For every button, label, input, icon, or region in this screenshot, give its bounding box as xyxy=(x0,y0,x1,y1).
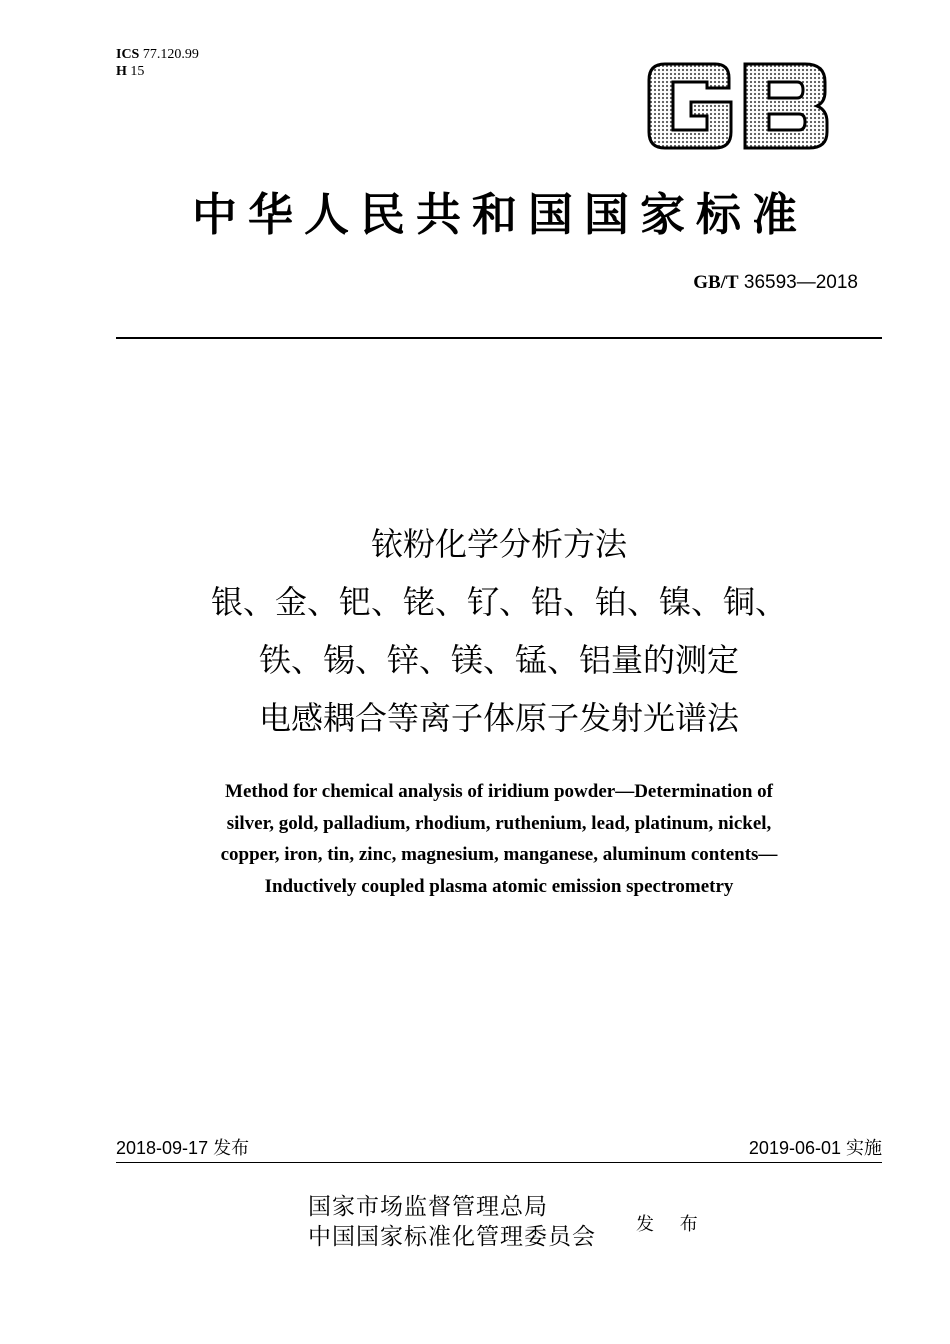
english-title-line: copper, iron, tin, zinc, magnesium, manganese, aluminum contents— xyxy=(220,844,778,865)
implementation-date: 2019-06-01 实施 xyxy=(748,1138,882,1158)
chinese-title-line: 电感耦合等离子体原子发射光谱法 xyxy=(258,699,739,737)
header-divider xyxy=(116,337,882,339)
issuing-authorities xyxy=(308,1192,596,1252)
english-title-line: Inductively coupled plasma atomic emission spectrometry xyxy=(264,875,734,897)
classification-codes xyxy=(116,46,199,80)
svg-text:GB: GB xyxy=(645,60,647,61)
issue-date: 2018-09-17 发布 xyxy=(116,1138,250,1158)
chinese-title xyxy=(116,515,882,747)
gb-logo xyxy=(645,60,831,152)
standard-type-heading: 中华人民共和国国家标准 xyxy=(191,188,808,241)
chinese-title-line: 银、金、钯、铑、钌、铅、铂、镍、铜、 xyxy=(210,583,787,621)
english-title-line: Method for chemical analysis of iridium powder—Determination of xyxy=(225,781,773,802)
footer-divider xyxy=(116,1162,882,1163)
issuer-name: 中国国家标准化管理委员会 xyxy=(308,1224,596,1250)
ccs-line: H 15 xyxy=(116,64,145,79)
standard-number: GB/T 36593—2018 xyxy=(693,272,858,293)
english-title-line: silver, gold, palladium, rhodium, ruthenium, lead, platinum, nickel, xyxy=(226,812,772,834)
publish-label: 发 布 xyxy=(636,1214,708,1235)
chinese-title-line: 铱粉化学分析方法 xyxy=(370,525,627,563)
issuer-name: 国家市场监督管理总局 xyxy=(308,1194,548,1220)
chinese-title-line: 铁、锡、锌、镁、锰、铝量的测定 xyxy=(258,641,739,679)
english-title xyxy=(116,776,882,902)
ics-line: ICS 77.120.99 xyxy=(116,47,199,62)
